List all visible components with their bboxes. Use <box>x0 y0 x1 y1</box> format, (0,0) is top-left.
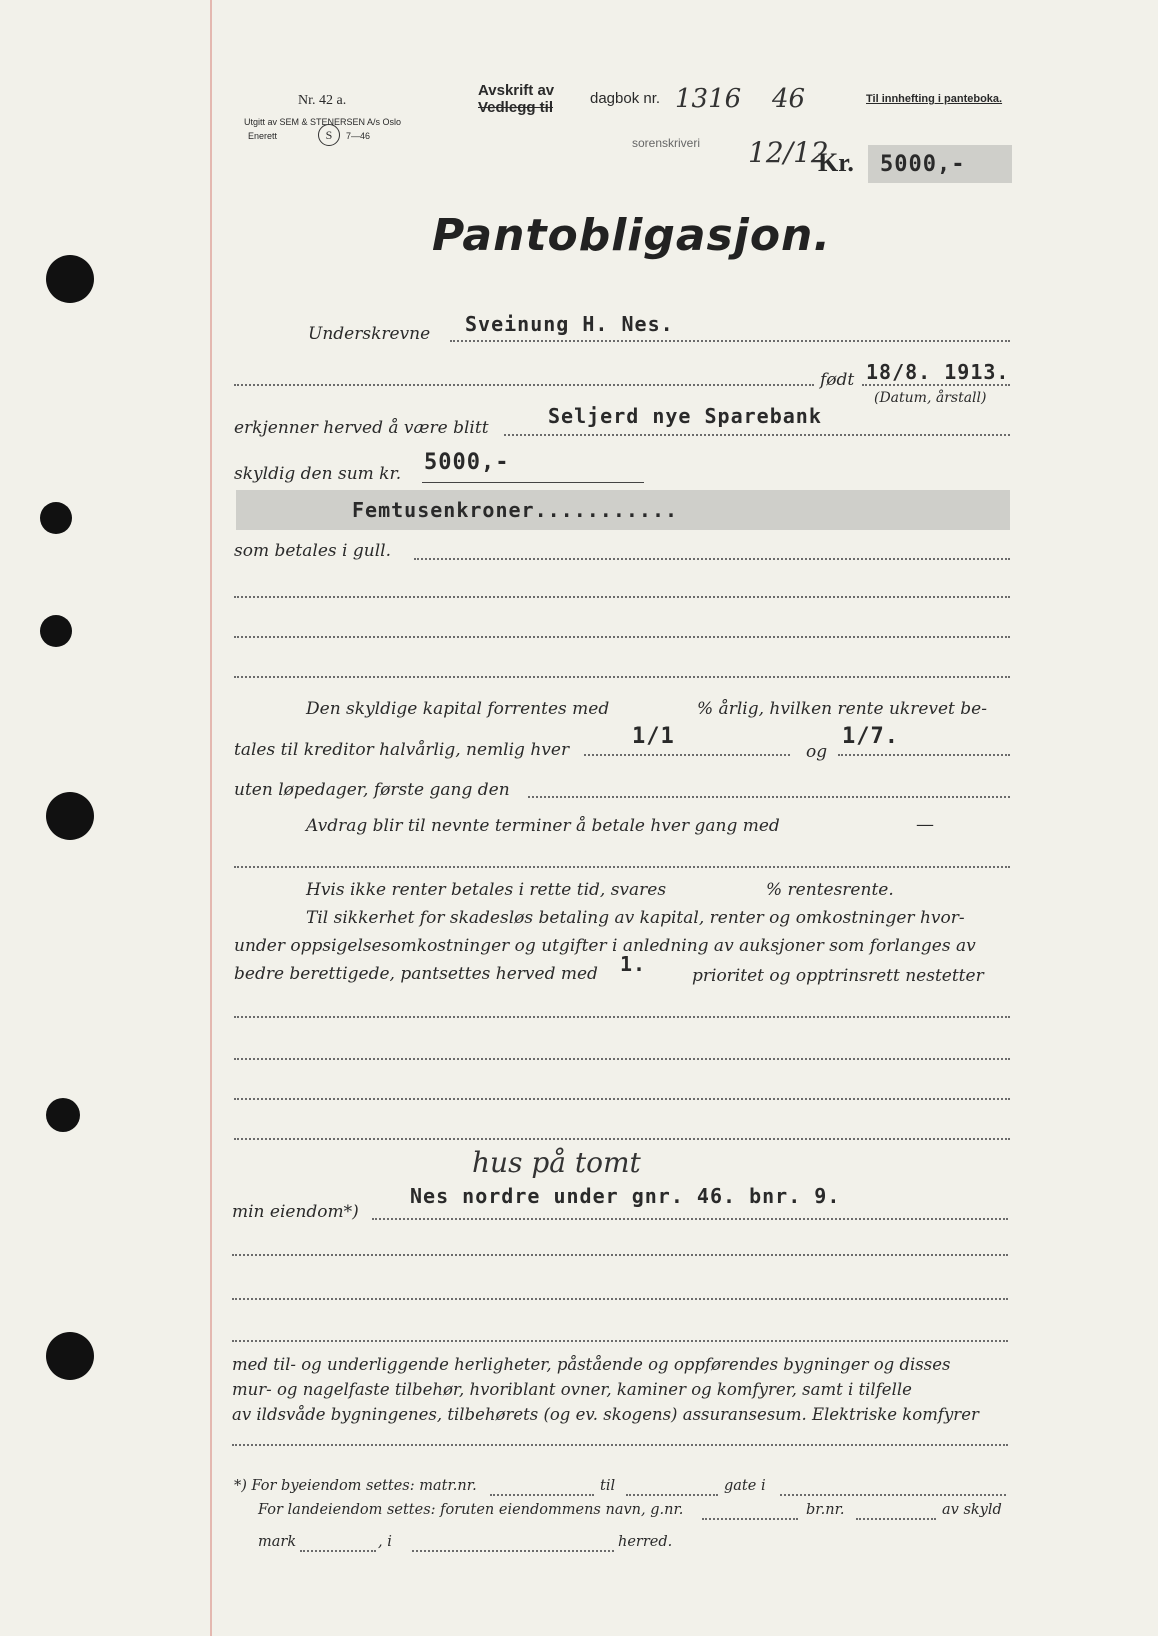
interest-line-1: Den skyldige kapital forrentes med <box>306 699 610 719</box>
footnote-3-dots-b <box>412 1550 614 1552</box>
interest-line-1b: % årlig, hvilken rente ukrevet be- <box>697 699 987 719</box>
gold-line <box>414 558 1010 560</box>
footnote-2-dots-b <box>856 1518 936 1520</box>
creditor-name: Seljerd nye Sparebank <box>548 404 822 428</box>
document-title: Pantobligasjon. <box>432 210 832 261</box>
term-date-1-line <box>584 754 790 756</box>
security-line-2: Til sikkerhet for skadesløs betaling av kapital, renter og omkostninger hvor- <box>306 908 965 928</box>
punch-hole <box>40 502 72 534</box>
footnote-1-dots-b <box>626 1494 718 1496</box>
security-blank-2 <box>234 1058 1010 1060</box>
term-date-2-line <box>838 754 1010 756</box>
footnote-1-dots-c <box>780 1494 1006 1496</box>
security-line-4a: bedre berettigede, pantsettes herved med <box>234 964 598 984</box>
kr-label: Kr. <box>818 148 854 177</box>
punch-hole <box>46 1332 94 1380</box>
installment-value: — <box>916 814 934 835</box>
filing-note: Til innhefting i panteboka. <box>866 93 1003 105</box>
clause-blank <box>232 1444 1008 1446</box>
amount-words: Femtusenkroner........... <box>352 498 679 522</box>
priority-value: 1. <box>620 952 647 976</box>
punch-hole <box>40 615 72 647</box>
footnote-3-dots-a <box>300 1550 376 1552</box>
punch-hole <box>46 792 94 840</box>
term-date-2: 1/7. <box>842 724 899 749</box>
security-line-3: under oppsigelsesomkostninger og utgifter i anledning av auksjoner som forlanges av <box>234 936 976 956</box>
creditor-line <box>504 434 1010 436</box>
acknowledge-label: erkjenner herved å være blitt <box>234 418 489 438</box>
dagbok-label: dagbok nr. <box>590 90 661 107</box>
security-line-1: Hvis ikke renter betales i rette tid, svares <box>306 880 667 900</box>
publisher-enerett: Enerett <box>248 131 278 141</box>
clause-line-2: mur- og nagelfaste tilbehør, hvoriblant ovner, kaminer og komfyrer, samt i tilfelle <box>232 1380 912 1399</box>
amount-value: 5000,- <box>424 450 510 475</box>
handwritten-note: hus på tomt <box>472 1146 641 1179</box>
undersigned-name: Sveinung H. Nes. <box>465 312 674 336</box>
interest-line-2: tales til kreditor halvårlig, nemlig hver <box>234 740 570 760</box>
publisher-logo-icon: S <box>318 124 340 146</box>
clause-line-3: av ildsvåde bygningenes, tilbehørets (og ev. skogens) assuransesum. Elektriske komfyrer <box>232 1405 979 1424</box>
security-line-4b: prioritet og opptrinsrett nestetter <box>692 966 984 986</box>
blank-line-1 <box>234 596 1010 598</box>
footnote-2c: av skyld <box>942 1502 1002 1518</box>
undersigned-label: Underskrevne <box>308 324 431 344</box>
footnote-1c: gate i <box>724 1478 766 1494</box>
amount-underline <box>422 482 644 483</box>
property-blank-3 <box>232 1340 1008 1342</box>
first-date-line <box>528 796 1010 798</box>
born-line-right <box>862 384 1010 386</box>
gold-label: som betales i gull. <box>234 541 391 561</box>
margin-line <box>210 0 212 1636</box>
publisher-date: 7—46 <box>346 131 371 141</box>
installment-line: Avdrag blir til nevnte terminer å betale hver gang med <box>306 816 780 836</box>
footnote-2-dots-a <box>702 1518 798 1520</box>
dagbok-year: 46 <box>772 84 806 114</box>
footnote-2b: br.nr. <box>806 1502 845 1518</box>
registration-date: 12/12 <box>748 136 829 169</box>
clause-line-1: med til- og underliggende herligheter, påstående og oppførendes bygninger og disses <box>232 1355 951 1374</box>
publisher-line: Utgitt av SEM & STENERSEN A/s Oslo <box>244 117 402 127</box>
born-date: 18/8. 1913. <box>866 360 1010 384</box>
security-line-1b: % rentesrente. <box>766 880 894 900</box>
born-hint: (Datum, årstall) <box>874 390 987 406</box>
form-number: Nr. 42 a. <box>298 93 347 108</box>
property-blank-1 <box>232 1254 1008 1256</box>
property-blank-2 <box>232 1298 1008 1300</box>
office-label: sorenskriveri <box>632 136 701 150</box>
security-blank-4 <box>234 1138 1010 1140</box>
blank-line-3 <box>234 676 1010 678</box>
property-line <box>372 1218 1008 1220</box>
punch-hole <box>46 1098 80 1132</box>
installment-line-blank <box>234 866 1010 868</box>
born-label: født <box>820 370 855 390</box>
born-line-left <box>234 384 814 386</box>
term-date-1: 1/1 <box>632 724 675 749</box>
property-label: min eiendom*) <box>232 1202 359 1222</box>
footnote-3c: herred. <box>618 1534 673 1550</box>
undersigned-line <box>450 340 1010 342</box>
copy-label-top: Avskrift av <box>478 82 555 99</box>
footnote-1b: til <box>600 1478 616 1494</box>
dagbok-number: 1316 <box>675 84 742 114</box>
owe-label: skyldig den sum kr. <box>234 464 402 484</box>
footnote-3b: , i <box>378 1534 392 1550</box>
footnote-1-dots-a <box>490 1494 594 1496</box>
copy-label-bottom: Vedlegg til <box>478 99 554 116</box>
security-blank-1 <box>234 1016 1010 1018</box>
footnote-1a: *) For byeiendom settes: matr.nr. <box>234 1478 477 1494</box>
punch-hole <box>46 255 94 303</box>
footnote-3a: mark <box>258 1534 297 1550</box>
footnote-2a: For landeiendom settes: foruten eiendommens navn, g.nr. <box>258 1502 684 1518</box>
og-label: og <box>806 742 828 762</box>
security-blank-3 <box>234 1098 1010 1100</box>
blank-line-2 <box>234 636 1010 638</box>
interest-line-3: uten løpedager, første gang den <box>234 780 510 800</box>
kr-amount: 5000,- <box>880 152 966 177</box>
property-value: Nes nordre under gnr. 46. bnr. 9. <box>410 1184 841 1208</box>
